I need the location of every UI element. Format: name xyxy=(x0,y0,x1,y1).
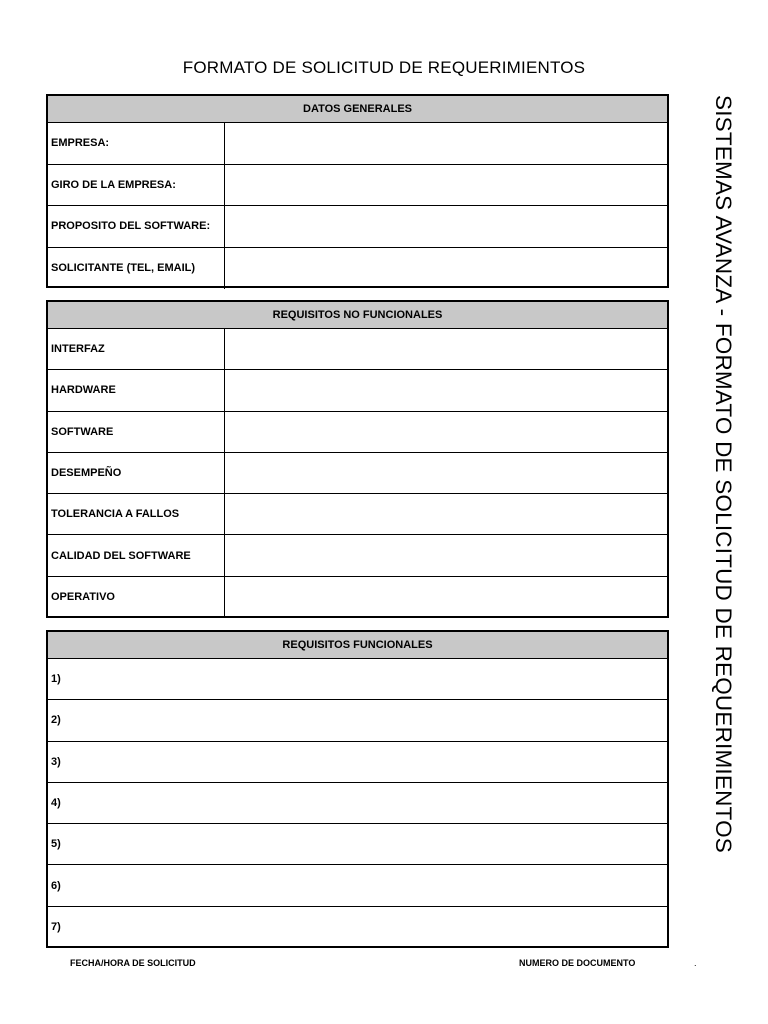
requisito-funcional-4[interactable]: 4) xyxy=(51,797,61,810)
field-value-proposito[interactable] xyxy=(225,206,667,247)
requisitos-no-funcionales-table xyxy=(46,300,669,618)
table-row xyxy=(48,123,667,165)
footer-numero-documento: NUMERO DE DOCUMENTO xyxy=(519,958,636,968)
field-label-giro: GIRO DE LA EMPRESA: xyxy=(48,165,225,206)
table-row xyxy=(48,742,667,783)
table-row xyxy=(48,412,667,453)
field-value-solicitante[interactable] xyxy=(225,248,667,290)
field-label-solicitante: SOLICITANTE (TEL, EMAIL) xyxy=(48,248,225,290)
field-label-interfaz: INTERFAZ xyxy=(48,329,225,369)
table-row xyxy=(48,700,667,741)
requisito-funcional-7[interactable]: 7) xyxy=(51,921,61,934)
field-value-empresa[interactable] xyxy=(225,123,667,164)
field-value-software[interactable] xyxy=(225,412,667,452)
requisito-funcional-1[interactable]: 1) xyxy=(51,673,61,686)
table-row xyxy=(48,165,667,207)
page-title: FORMATO DE SOLICITUD DE REQUERIMIENTOS xyxy=(182,58,586,77)
requisito-funcional-3[interactable]: 3) xyxy=(51,755,61,768)
requisito-funcional-2[interactable]: 2) xyxy=(51,714,61,727)
table-row xyxy=(48,865,667,906)
table-row xyxy=(48,206,667,248)
field-value-calidad[interactable] xyxy=(225,535,667,575)
requisitos-funcionales-header: REQUISITOS FUNCIONALES xyxy=(48,632,667,659)
side-title-vertical xyxy=(705,95,741,950)
requisito-funcional-5[interactable]: 5) xyxy=(51,838,61,851)
table-row xyxy=(48,329,667,370)
table-row xyxy=(48,659,667,700)
side-title-text: SISTEMAS AVANZA - FORMATO DE SOLICITUD DE REQUERIMIENTOS xyxy=(711,95,736,853)
table-row xyxy=(48,453,667,494)
field-label-software: SOFTWARE xyxy=(48,412,225,452)
table-row xyxy=(48,494,667,535)
requisito-funcional-6[interactable]: 6) xyxy=(51,879,61,892)
requisitos-no-funcionales-header: REQUISITOS NO FUNCIONALES xyxy=(48,302,667,329)
field-value-desempeno[interactable] xyxy=(225,453,667,493)
footer-dot: . xyxy=(694,958,697,968)
table-row xyxy=(48,577,667,618)
field-value-giro[interactable] xyxy=(225,165,667,206)
field-value-tolerancia[interactable] xyxy=(225,494,667,534)
field-label-calidad: CALIDAD DEL SOFTWARE xyxy=(48,535,225,575)
datos-generales-header: DATOS GENERALES xyxy=(48,96,667,123)
field-label-proposito: PROPOSITO DEL SOFTWARE: xyxy=(48,206,225,247)
field-value-hardware[interactable] xyxy=(225,370,667,410)
requisitos-funcionales-table xyxy=(46,630,669,948)
field-value-operativo[interactable] xyxy=(225,577,667,618)
field-label-hardware: HARDWARE xyxy=(48,370,225,410)
field-label-empresa: EMPRESA: xyxy=(48,123,225,164)
table-row xyxy=(48,535,667,576)
table-row xyxy=(48,824,667,865)
table-row xyxy=(48,907,667,948)
table-row xyxy=(48,783,667,824)
datos-generales-table xyxy=(46,94,669,288)
table-row xyxy=(48,370,667,411)
field-value-interfaz[interactable] xyxy=(225,329,667,369)
footer-fecha-hora: FECHA/HORA DE SOLICITUD xyxy=(70,958,196,968)
field-label-desempeno: DESEMPEÑO xyxy=(48,453,225,493)
field-label-tolerancia: TOLERANCIA A FALLOS xyxy=(48,494,225,534)
field-label-operativo: OPERATIVO xyxy=(48,577,225,618)
table-row xyxy=(48,248,667,290)
